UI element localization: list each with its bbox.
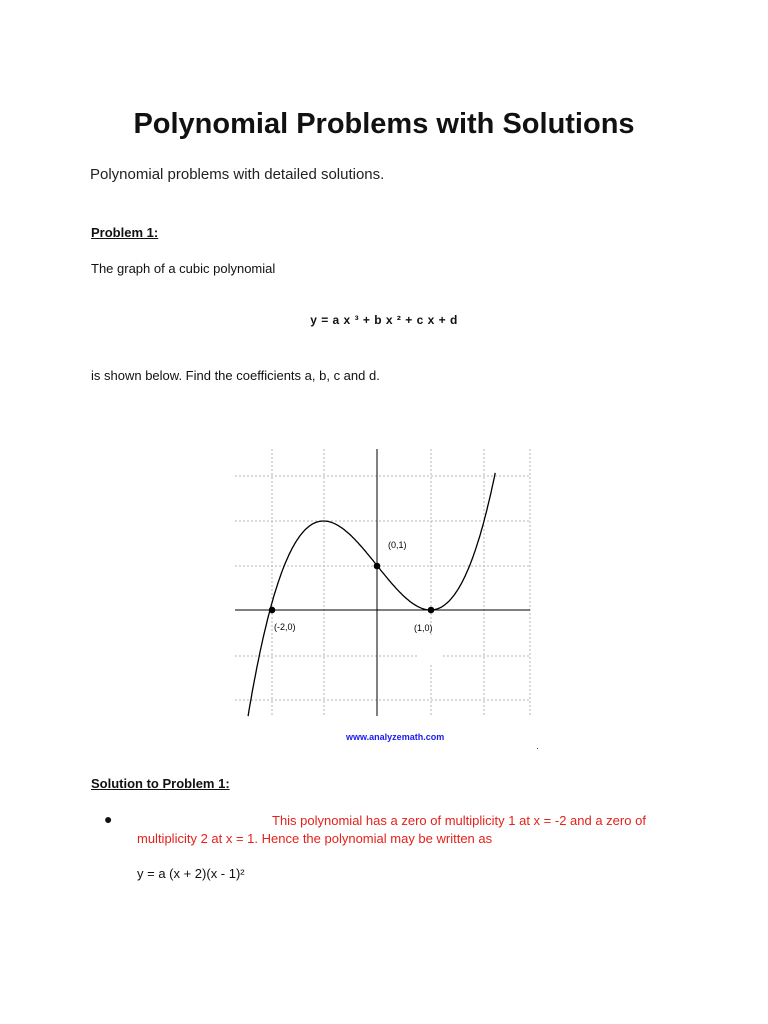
factored-formula: y = a (x + 2)(x - 1)² [137, 866, 245, 881]
point-label: (0,1) [388, 540, 407, 550]
point-marker [269, 607, 276, 614]
point-marker [428, 607, 435, 614]
cubic-curve [248, 473, 495, 716]
solution-1-explanation: This polynomial has a zero of multiplicity 1 at x = -2 and a zero of multiplicity 2 at x = 1. Hence the polynomial may be written as [137, 813, 646, 846]
stray-dot [537, 748, 538, 749]
point-marker [374, 563, 381, 570]
graph-grid [235, 449, 530, 716]
cubic-graph [230, 444, 540, 754]
page-subtitle: Polynomial problems with detailed solutions. [90, 166, 385, 183]
cubic-equation: y = a x ³ + b x ² + c x + d [310, 313, 458, 327]
page-title: Polynomial Problems with Solutions [133, 108, 635, 140]
point-label: (-2,0) [274, 622, 296, 632]
point-label: (1,0) [414, 623, 433, 633]
problem-1-question: is shown below. Find the coefficients a, b, c and d. [91, 368, 380, 383]
bullet-icon: ● [104, 811, 113, 827]
problem-1-heading: Problem 1: [91, 225, 159, 240]
watermark: www.analyzemath.com [346, 732, 445, 742]
solution-1-heading: Solution to Problem 1: [91, 776, 230, 791]
label-mask [418, 637, 442, 663]
problem-1-intro: The graph of a cubic polynomial [91, 261, 276, 276]
